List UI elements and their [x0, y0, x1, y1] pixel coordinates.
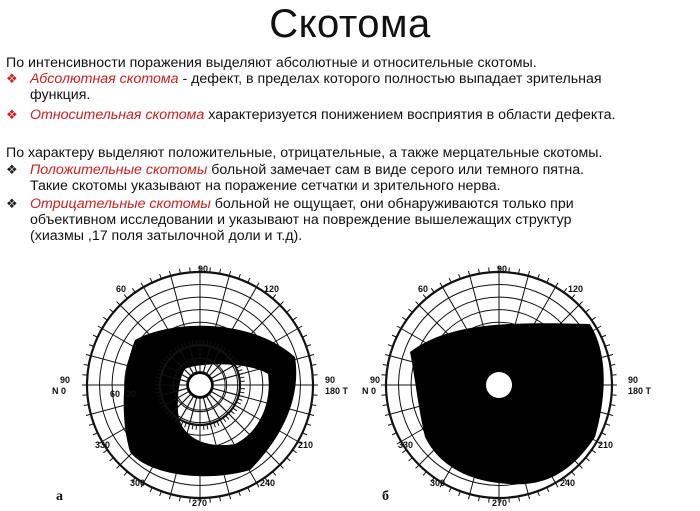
grid-tick [141, 283, 144, 287]
intro2-text: По характеру выделяют положительные, отрицательные, а также мерцательные скотомы. [6, 145, 603, 161]
label-210: 210 [598, 440, 614, 450]
grid-tick [117, 302, 121, 306]
scotoma-large-shape [410, 323, 604, 484]
label-90-top: 90 [198, 264, 209, 274]
grid-tick [423, 472, 426, 476]
diamond-bullet-icon: ❖ [6, 71, 18, 86]
bullet-line2: объективном исследовании и указывают на повреждение вышележащих структур [30, 212, 572, 228]
caption-b: б [382, 489, 389, 504]
grid-tick [223, 418, 226, 422]
bullet-line2: Такие скотомы указывают на поражение сетчатки и зрительного нерва. [30, 178, 501, 194]
grid-tick [280, 302, 284, 306]
grid-tick [98, 326, 102, 329]
label-300: 300 [430, 478, 446, 488]
diamond-bullet-icon: ❖ [6, 162, 18, 177]
label-90-left: 90 [60, 375, 71, 385]
grid-tick [402, 317, 406, 320]
label-180t: 180 T [325, 386, 349, 396]
grid-tick [597, 326, 601, 329]
term-positive: Положительные скотомы [30, 162, 208, 178]
grid-tick [409, 309, 413, 312]
bullet-text [30, 71, 700, 103]
label-120: 120 [568, 284, 584, 294]
grid-tick [228, 413, 232, 417]
grid-tick [117, 465, 121, 469]
grid-tick [423, 295, 426, 299]
bullet-line2: функция. [30, 87, 91, 103]
grid-tick [556, 283, 559, 287]
grid-tick [287, 458, 291, 461]
visual-field-diagram-a [40, 262, 350, 511]
label-240: 240 [560, 478, 576, 488]
term-negative: Отрицательные скотомы [30, 196, 211, 212]
grid-tick [257, 283, 260, 287]
label-270: 270 [192, 498, 208, 508]
grid-tick [564, 288, 567, 292]
fixation-point [188, 373, 212, 397]
label-n0: N 0 [52, 386, 67, 396]
bullet-line1: больной замечает сам в виде серого или темного пятна. [207, 162, 585, 178]
grid-tick [103, 450, 107, 453]
grid-tick [416, 302, 420, 306]
fixation-point [486, 372, 512, 398]
bullet-line3: (хиазмы ,17 поля затылочной доли и т.д). [30, 228, 303, 244]
grid-tick [287, 309, 291, 312]
grid-tick [397, 326, 401, 329]
grid-tick [579, 302, 583, 306]
grid-tick [103, 317, 107, 320]
grid-tick [257, 483, 260, 487]
grid-tick [409, 458, 413, 461]
slide-title: Скотома [269, 2, 431, 46]
label-330: 330 [398, 440, 414, 450]
label-inner-60: 60 [110, 389, 121, 399]
intro-text: По интенсивности поражения выделяют абсолютные и относительные скотомы. [6, 55, 537, 71]
term-absolute: Абсолютная скотома [30, 71, 179, 87]
label-90-right: 90 [628, 375, 639, 385]
label-240: 240 [260, 478, 276, 488]
grid-tick [293, 450, 297, 453]
term-relative: Относительная скотома [30, 107, 205, 123]
grid-tick [298, 326, 302, 329]
diamond-bullet-icon: ❖ [6, 107, 18, 122]
label-n0: N 0 [362, 386, 377, 396]
grid-tick [556, 483, 559, 487]
bullet-line1: больной не ощущает, они обнаруживаются только при [210, 196, 574, 212]
grid-tick [592, 317, 596, 320]
caption-a: а [56, 489, 63, 504]
grid-tick [235, 405, 239, 408]
grid-tick [231, 411, 235, 414]
grid-tick [579, 465, 583, 469]
bullet-line1: характеризуется понижением восприятия в области дефекта. [204, 107, 616, 123]
label-60: 60 [116, 284, 127, 294]
grid-tick [572, 472, 575, 476]
grid-tick [273, 472, 276, 476]
grid-tick [586, 309, 590, 312]
visual-field-diagram-b [360, 262, 690, 511]
grid-tick [110, 458, 114, 461]
label-270: 270 [492, 498, 508, 508]
grid-tick [293, 317, 297, 320]
label-inner-30: 30 [126, 389, 137, 399]
grid-tick [226, 416, 229, 420]
grid-tick [440, 283, 443, 287]
grid-tick [233, 408, 237, 411]
bullet-text [30, 196, 700, 244]
bullet-text [30, 107, 700, 123]
grid-tick [572, 295, 575, 299]
grid-tick [132, 288, 135, 292]
grid-tick [220, 420, 223, 424]
grid-tick [592, 450, 596, 453]
grid-tick [280, 465, 284, 469]
label-180t: 180 T [628, 386, 652, 396]
grid-tick [586, 458, 590, 461]
grid-tick [110, 309, 114, 312]
bullet-text [30, 162, 700, 194]
label-60: 60 [418, 284, 429, 294]
label-90-right: 90 [325, 375, 336, 385]
bullet-line1: - дефект, в пределах которого полностью выпадает зрительная [178, 71, 602, 87]
grid-tick [124, 472, 127, 476]
label-90-left: 90 [370, 375, 381, 385]
grid-tick [124, 295, 127, 299]
grid-tick [416, 465, 420, 469]
grid-tick [402, 450, 406, 453]
label-330: 330 [95, 440, 111, 450]
label-120: 120 [264, 284, 280, 294]
grid-tick [273, 295, 276, 299]
label-300: 300 [130, 478, 146, 488]
diamond-bullet-icon: ❖ [6, 196, 18, 211]
label-210: 210 [298, 440, 314, 450]
label-90-top: 90 [497, 264, 508, 274]
grid-tick [431, 288, 434, 292]
